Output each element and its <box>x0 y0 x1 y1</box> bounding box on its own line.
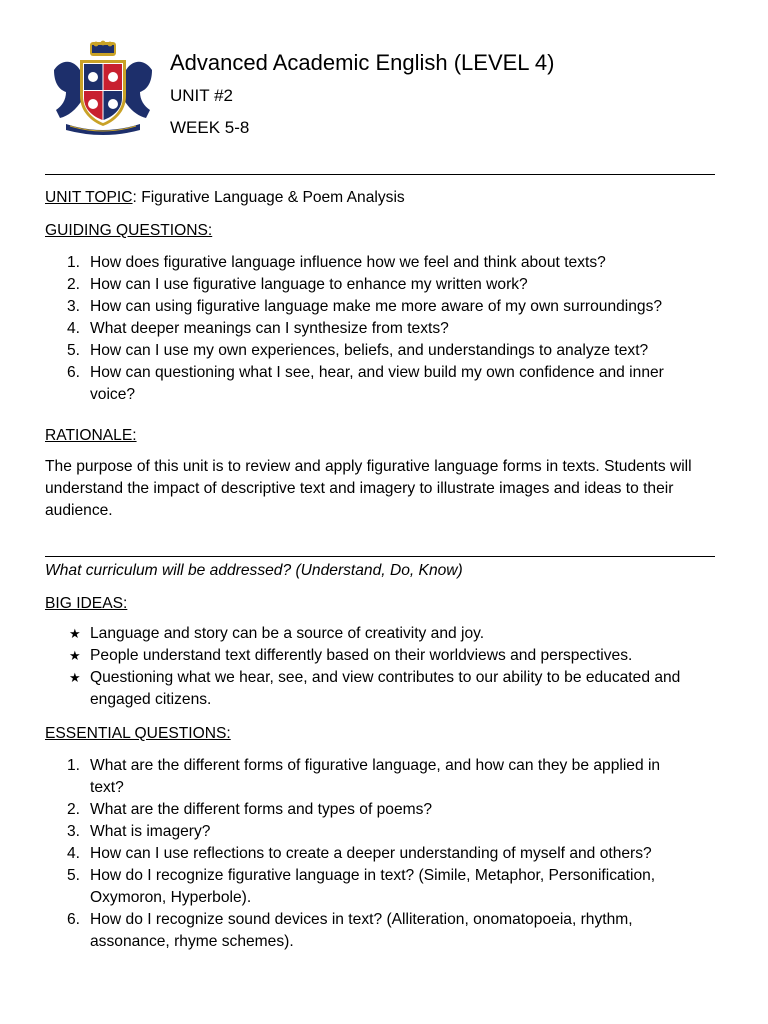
list-item-text: voice? <box>90 386 136 403</box>
list-item <box>45 755 660 799</box>
list-item-text: What are the different forms and types of poems? <box>90 801 433 818</box>
list-item <box>45 909 660 953</box>
list-item-text: People understand text differently based on their worldviews and perspectives. <box>90 647 633 664</box>
list-item <box>45 821 660 843</box>
list-item-text: assonance, rhyme schemes). <box>90 933 294 950</box>
list-item-text: How do I recognize figurative language in text? (Simile, Metaphor, Personification, <box>90 867 656 884</box>
list-item-text: How can I use my own experiences, beliefs, and understandings to analyze text? <box>90 342 649 359</box>
big-ideas-list <box>45 623 680 711</box>
essential-questions-heading: ESSENTIAL QUESTIONS: <box>45 725 231 742</box>
school-crest-logo <box>44 40 162 136</box>
star-bullet-icon: ★ <box>69 648 81 663</box>
unit-topic-label: UNIT TOPIC <box>45 189 133 206</box>
list-item <box>45 623 680 645</box>
rationale-line: audience. <box>45 502 113 519</box>
list-item <box>45 645 680 667</box>
list-item-text: How does figurative language influence how we feel and think about texts? <box>90 254 606 271</box>
list-item-text: How can using figurative language make me more aware of my own surroundings? <box>90 298 663 315</box>
divider-line <box>45 556 715 557</box>
big-ideas-heading: BIG IDEAS: <box>45 595 128 612</box>
list-item-text: How can I use reflections to create a deeper understanding of myself and others? <box>90 845 652 862</box>
list-number: 5. <box>67 867 81 884</box>
document-header <box>44 40 724 150</box>
list-item <box>45 362 664 406</box>
list-item-text: Oxymoron, Hyperbole). <box>90 889 252 906</box>
list-number: 2. <box>67 276 81 293</box>
star-bullet-icon: ★ <box>69 670 81 685</box>
list-number: 6. <box>67 911 81 928</box>
list-item <box>45 843 660 865</box>
course-title: Advanced Academic English (LEVEL 4) <box>170 50 555 75</box>
list-item <box>45 799 660 821</box>
guiding-questions-list <box>45 252 664 406</box>
guiding-questions-heading: GUIDING QUESTIONS: <box>45 222 213 239</box>
list-item-text: What deeper meanings can I synthesize from texts? <box>90 320 449 337</box>
list-number: 3. <box>67 298 81 315</box>
rationale-line: understand the impact of descriptive text and imagery to illustrate images and ideas to their <box>45 480 674 497</box>
list-item-text: How can questioning what I see, hear, and view build my own confidence and inner <box>90 364 664 381</box>
divider-line <box>45 174 715 175</box>
list-item-text: What is imagery? <box>90 823 211 840</box>
unit-topic-line <box>45 187 405 209</box>
list-item <box>45 252 664 274</box>
list-item <box>45 865 660 909</box>
list-item <box>45 340 664 362</box>
rationale-heading: RATIONALE: <box>45 427 137 444</box>
list-item <box>45 318 664 340</box>
list-item <box>45 274 664 296</box>
list-item-text: text? <box>90 779 124 796</box>
rationale-text <box>45 456 692 522</box>
list-number: 5. <box>67 342 81 359</box>
unit-topic-value: : Figurative Language & Poem Analysis <box>132 189 405 206</box>
list-number: 2. <box>67 801 81 818</box>
week-range: WEEK 5-8 <box>170 118 250 137</box>
list-number: 1. <box>67 757 81 774</box>
rationale-line: The purpose of this unit is to review and apply figurative language forms in texts. Students will <box>45 458 692 475</box>
list-item-text: What are the different forms of figurative language, and how can they be applied in <box>90 757 661 774</box>
list-item <box>45 296 664 318</box>
list-number: 4. <box>67 845 81 862</box>
list-number: 4. <box>67 320 81 337</box>
list-number: 3. <box>67 823 81 840</box>
list-item-text: How do I recognize sound devices in text? (Alliteration, onomatopoeia, rhythm, <box>90 911 633 928</box>
list-item-text: How can I use figurative language to enhance my written work? <box>90 276 528 293</box>
essential-questions-list <box>45 755 660 953</box>
list-item-text: engaged citizens. <box>90 691 212 708</box>
list-number: 6. <box>67 364 81 381</box>
list-item <box>45 667 680 711</box>
list-number: 1. <box>67 254 81 271</box>
list-item-text: Language and story can be a source of creativity and joy. <box>90 625 485 642</box>
unit-number: UNIT #2 <box>170 86 233 105</box>
curriculum-question: What curriculum will be addressed? (Understand, Do, Know) <box>45 562 463 579</box>
star-bullet-icon: ★ <box>69 626 81 641</box>
list-item-text: Questioning what we hear, see, and view contributes to our ability to be educated and <box>90 669 681 686</box>
